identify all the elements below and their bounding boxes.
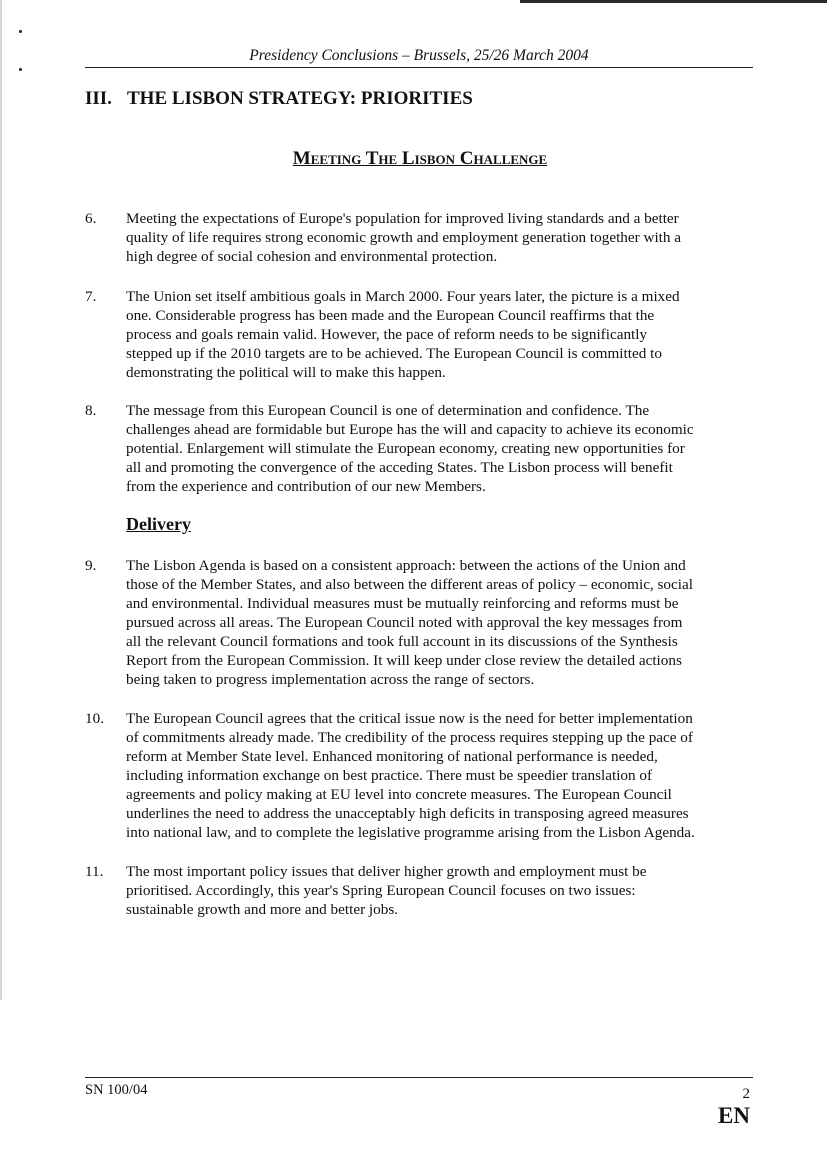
paragraph-line: of commitments already made. The credibility of the process requires stepping up the pace of bbox=[126, 729, 693, 746]
section-title bbox=[85, 88, 473, 110]
paragraph-number: 9. bbox=[85, 557, 97, 574]
subheading bbox=[0, 148, 827, 170]
paragraph-number: 11. bbox=[85, 863, 104, 880]
scan-edge-top bbox=[520, 0, 827, 3]
paragraph-line: those of the Member States, and also between the different areas of policy – economic, social bbox=[126, 576, 693, 593]
paragraph-line: Meeting the expectations of Europe's population for improved living standards and a better bbox=[126, 210, 679, 227]
paragraph-text bbox=[126, 862, 750, 919]
paragraph-line: demonstrating the political will to make this happen. bbox=[126, 364, 446, 381]
paragraph-line: pursued across all areas. The European Council noted with approval the key messages from bbox=[126, 614, 683, 631]
paragraph-number: 10. bbox=[85, 710, 104, 727]
paragraph-line: The Union set itself ambitious goals in March 2000. Four years later, the picture is a mixed bbox=[126, 288, 680, 305]
document-reference: SN 100/04 bbox=[85, 1082, 148, 1098]
paragraph-line: stepped up if the 2010 targets are to be achieved. The European Council is committed to bbox=[126, 345, 662, 362]
header-rule bbox=[85, 67, 753, 68]
section-number: III. bbox=[85, 88, 112, 109]
paragraph-number: 6. bbox=[85, 210, 97, 227]
paragraph-line: including information exchange on best practice. There must be speedier translation of bbox=[126, 767, 653, 784]
paragraph-line: high degree of social cohesion and environmental protection. bbox=[126, 248, 498, 265]
paragraph-line: from the experience and contribution of our new Members. bbox=[126, 478, 486, 495]
paragraph-line: The message from this European Council is one of determination and confidence. The bbox=[126, 402, 650, 419]
paragraph-line: The most important policy issues that deliver higher growth and employment must be bbox=[126, 863, 647, 880]
paragraph-line: all the relevant Council formations and took full account in its discussions of the Synthesis bbox=[126, 633, 678, 650]
paragraph-text bbox=[126, 556, 750, 689]
subheading-text: Meeting The Lisbon Challenge bbox=[292, 148, 548, 169]
paragraph-line: into national law, and to complete the legislative programme arising from the Lisbon Agenda. bbox=[126, 824, 695, 841]
paragraph-line: underlines the need to address the unacceptably high deficits in transposing agreed measures bbox=[126, 805, 689, 822]
delivery-heading: Delivery bbox=[126, 514, 191, 534]
paragraph-line: prioritised. Accordingly, this year's Spring European Council focuses on two issues: bbox=[126, 882, 636, 899]
paragraph-text bbox=[126, 401, 750, 496]
paragraph-text bbox=[126, 709, 750, 842]
paragraph-line: one. Considerable progress has been made and the European Council reaffirms that the bbox=[126, 307, 655, 324]
paragraph-line: Report from the European Commission. It will keep under close review the detailed actions bbox=[126, 652, 682, 669]
scan-speck bbox=[19, 30, 22, 33]
paragraph-text bbox=[126, 209, 750, 266]
paragraph-line: sustainable growth and more and better jobs. bbox=[126, 901, 399, 918]
paragraph-line: and environmental. Individual measures must be mutually reinforcing and reforms must be bbox=[126, 595, 679, 612]
footer-rule bbox=[85, 1077, 753, 1078]
paragraph-number: 8. bbox=[85, 402, 97, 419]
running-header: Presidency Conclusions – Brussels, 25/26 March 2004 bbox=[249, 47, 589, 64]
paragraph-line: being taken to progress implementation across the range of sectors. bbox=[126, 671, 535, 688]
paragraph-text bbox=[126, 287, 750, 382]
paragraph-line: process and goals remain valid. However, the pace of reform needs to be significantly bbox=[126, 326, 648, 343]
paragraph-line: challenges ahead are formidable but Europe has the will and capacity to achieve its economic bbox=[126, 421, 694, 438]
language-code: EN bbox=[718, 1103, 750, 1128]
scan-speck bbox=[19, 68, 22, 71]
paragraph-number: 7. bbox=[85, 288, 97, 305]
page-number: 2 bbox=[742, 1086, 750, 1102]
paragraph-line: all and promoting the convergence of the acceding States. The Lisbon process will benefit bbox=[126, 459, 673, 476]
paragraph-line: quality of life requires strong economic growth and employment generation together with a bbox=[126, 229, 682, 246]
section-title-text: THE LISBON STRATEGY: PRIORITIES bbox=[127, 88, 473, 109]
paragraph-line: potential. Enlargement will stimulate the European economy, creating new opportunities for bbox=[126, 440, 685, 457]
paragraph-line: agreements and policy making at EU level into concrete measures. The European Council bbox=[126, 786, 672, 803]
paragraph-line: reform at Member State level. Enhanced monitoring of national performance is needed, bbox=[126, 748, 658, 765]
paragraph-line: The Lisbon Agenda is based on a consistent approach: between the actions of the Union and bbox=[126, 557, 686, 574]
paragraph-line: The European Council agrees that the critical issue now is the need for better implementation bbox=[126, 710, 693, 727]
